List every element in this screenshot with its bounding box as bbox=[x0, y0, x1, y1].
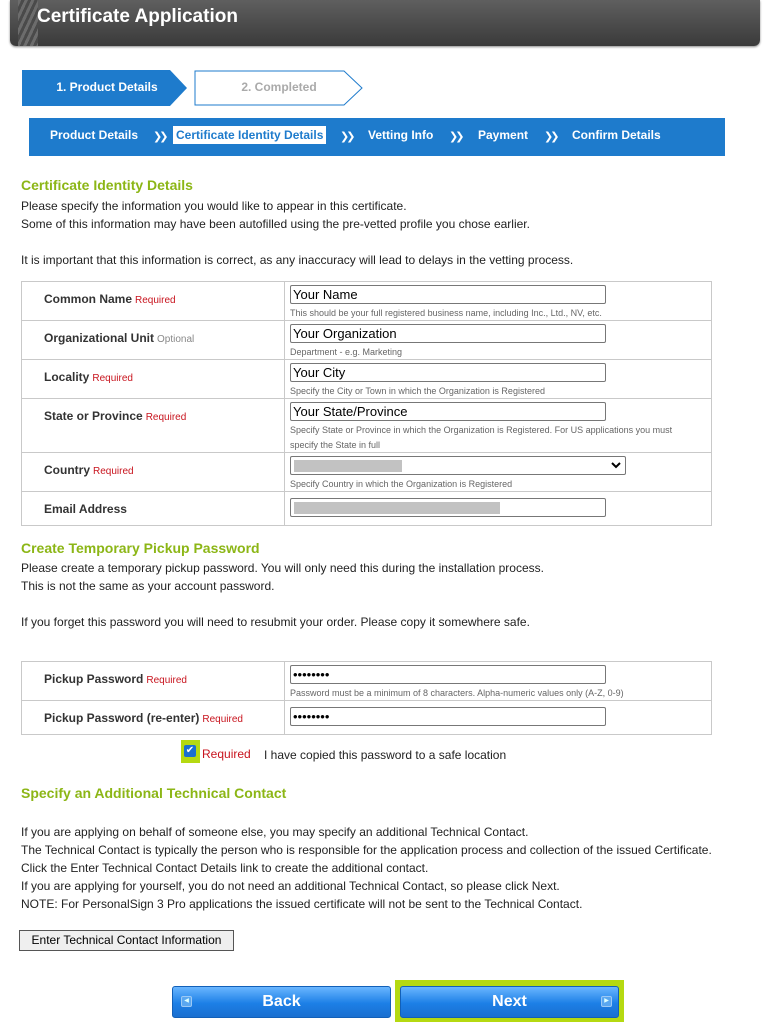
pickup-password-input[interactable]: •••••••• bbox=[290, 665, 606, 684]
required-tag: Required bbox=[93, 466, 134, 477]
state-label: State or Province bbox=[44, 409, 143, 423]
arrow-left-icon: ◀ bbox=[181, 996, 192, 1007]
subnav-product-details[interactable]: Product Details bbox=[50, 128, 139, 142]
password-form-table bbox=[21, 661, 712, 735]
checkmark-icon: ✔ bbox=[185, 745, 195, 756]
redacted-value bbox=[294, 502, 500, 514]
identity-form-table bbox=[21, 281, 712, 526]
pickup-password-hint: Password must be a minimum of 8 characters. Alpha-numeric values only (A-Z, 0-9) bbox=[290, 688, 624, 698]
locality-row bbox=[22, 360, 711, 399]
password-copied-checkbox[interactable] bbox=[184, 745, 196, 757]
arrow-right-icon: ▶ bbox=[601, 996, 612, 1007]
double-chevron-right-icon: ❯❯ bbox=[449, 131, 462, 143]
double-chevron-right-icon: ❯❯ bbox=[153, 131, 166, 143]
required-tag: Required bbox=[92, 373, 133, 384]
org-unit-input[interactable]: Your Organization bbox=[290, 324, 606, 343]
required-tag: Required bbox=[135, 295, 176, 306]
country-select[interactable] bbox=[290, 456, 626, 475]
subnav-vetting-info[interactable]: Vetting Info bbox=[368, 128, 434, 142]
next-button[interactable] bbox=[400, 986, 619, 1018]
tech-contact-line-4: If you are applying for yourself, you do not need an additional Technical Contact, so please click Next. bbox=[21, 879, 560, 893]
subnav-payment[interactable]: Payment bbox=[478, 128, 529, 142]
redacted-value bbox=[294, 460, 402, 472]
state-label-cell bbox=[22, 399, 285, 452]
password-intro-1: Please create a temporary pickup password. You will only need this during the installation process. bbox=[21, 561, 544, 575]
password-intro-3: If you forget this password you will need to resubmit your order. Please copy it somewhere safe. bbox=[21, 615, 530, 629]
step-label: 1. Product Details bbox=[56, 80, 158, 94]
pickup-password-reenter-row bbox=[22, 701, 711, 734]
locality-label: Locality bbox=[44, 370, 90, 384]
tech-contact-line-2: The Technical Contact is typically the person who is responsible for the application process and collection of the issued Certificate. bbox=[21, 843, 712, 857]
optional-tag: Optional bbox=[157, 334, 195, 345]
double-chevron-right-icon: ❯❯ bbox=[340, 131, 353, 143]
header-stripes bbox=[18, 0, 38, 46]
page-title: Certificate Application bbox=[37, 6, 238, 27]
org-unit-hint: Department - e.g. Marketing bbox=[290, 347, 403, 357]
subnav-certificate-identity-details[interactable]: Certificate Identity Details bbox=[173, 126, 326, 144]
locality-label-cell bbox=[22, 360, 285, 398]
tech-contact-heading: Specify an Additional Technical Contact bbox=[21, 785, 287, 801]
locality-input[interactable]: Your City bbox=[290, 363, 606, 382]
required-tag: Required bbox=[146, 675, 187, 686]
required-tag: Required bbox=[202, 714, 243, 725]
pickup-password-reenter-input[interactable]: •••••••• bbox=[290, 707, 606, 726]
tech-contact-line-5: NOTE: For PersonalSign 3 Pro applications the issued certificate will not be sent to the Technical Contact. bbox=[21, 897, 583, 911]
email-input[interactable] bbox=[290, 498, 606, 517]
identity-heading: Certificate Identity Details bbox=[21, 177, 193, 193]
pickup-password-reenter-label-cell bbox=[22, 701, 285, 734]
common-name-label-cell bbox=[22, 282, 285, 320]
org-unit-row bbox=[22, 321, 711, 360]
common-name-input[interactable]: Your Name bbox=[290, 285, 606, 304]
subnav-confirm-details[interactable]: Confirm Details bbox=[572, 128, 661, 142]
tech-contact-line-1: If you are applying on behalf of someone else, you may specify an additional Technical Contact. bbox=[21, 825, 529, 839]
common-name-hint: This should be your full registered business name, including Inc., Ltd., NV, etc. bbox=[290, 308, 602, 318]
password-copied-checkbox-highlight bbox=[181, 740, 200, 763]
locality-hint: Specify the City or Town in which the Organization is Registered bbox=[290, 386, 545, 396]
common-name-row bbox=[22, 282, 711, 321]
identity-intro-1: Please specify the information you would like to appear in this certificate. bbox=[21, 199, 407, 213]
email-row bbox=[22, 492, 711, 525]
country-hint: Specify Country in which the Organization is Registered bbox=[290, 479, 513, 489]
sub-navigation bbox=[29, 118, 725, 156]
country-row bbox=[22, 453, 711, 492]
state-row bbox=[22, 399, 711, 453]
step-label: 2. Completed bbox=[241, 80, 317, 94]
back-button-label: Back bbox=[262, 993, 301, 1010]
identity-intro-2: Some of this information may have been autofilled using the pre-vetted profile you chose earlier. bbox=[21, 217, 530, 231]
step-product-details bbox=[22, 70, 187, 106]
pickup-password-row bbox=[22, 662, 711, 701]
country-label-cell bbox=[22, 453, 285, 491]
next-button-label: Next bbox=[492, 993, 527, 1010]
pickup-password-reenter-label: Pickup Password (re-enter) bbox=[44, 711, 200, 725]
state-hint: Specify State or Province in which the Organization is Registered. For US applications you must specify the State in full bbox=[290, 425, 673, 450]
email-label: Email Address bbox=[44, 502, 127, 516]
pickup-password-label-cell bbox=[22, 662, 285, 700]
tech-contact-line-3: Click the Enter Technical Contact Details link to create the additional contact. bbox=[21, 861, 429, 875]
chevron-down-icon bbox=[611, 461, 621, 469]
identity-intro-3: It is important that this information is correct, as any inaccuracy will lead to delays in the vetting process. bbox=[21, 253, 574, 267]
enter-tech-contact-button[interactable]: Enter Technical Contact Information bbox=[19, 930, 234, 951]
org-unit-label: Organizational Unit bbox=[44, 331, 155, 345]
state-input[interactable]: Your State/Province bbox=[290, 402, 606, 421]
org-unit-label-cell bbox=[22, 321, 285, 359]
password-copied-label[interactable]: I have copied this password to a safe location bbox=[264, 748, 507, 762]
email-label-cell bbox=[22, 492, 285, 525]
double-chevron-right-icon: ❯❯ bbox=[544, 131, 557, 143]
back-button[interactable] bbox=[172, 986, 391, 1018]
pickup-password-label: Pickup Password bbox=[44, 672, 144, 686]
password-heading: Create Temporary Pickup Password bbox=[21, 540, 260, 556]
page-header bbox=[10, 0, 760, 46]
required-tag: Required bbox=[202, 747, 251, 761]
password-intro-2: This is not the same as your account password. bbox=[21, 579, 275, 593]
step-completed bbox=[194, 70, 364, 106]
common-name-label: Common Name bbox=[44, 292, 133, 306]
country-label: Country bbox=[44, 463, 90, 477]
required-tag: Required bbox=[145, 412, 187, 423]
